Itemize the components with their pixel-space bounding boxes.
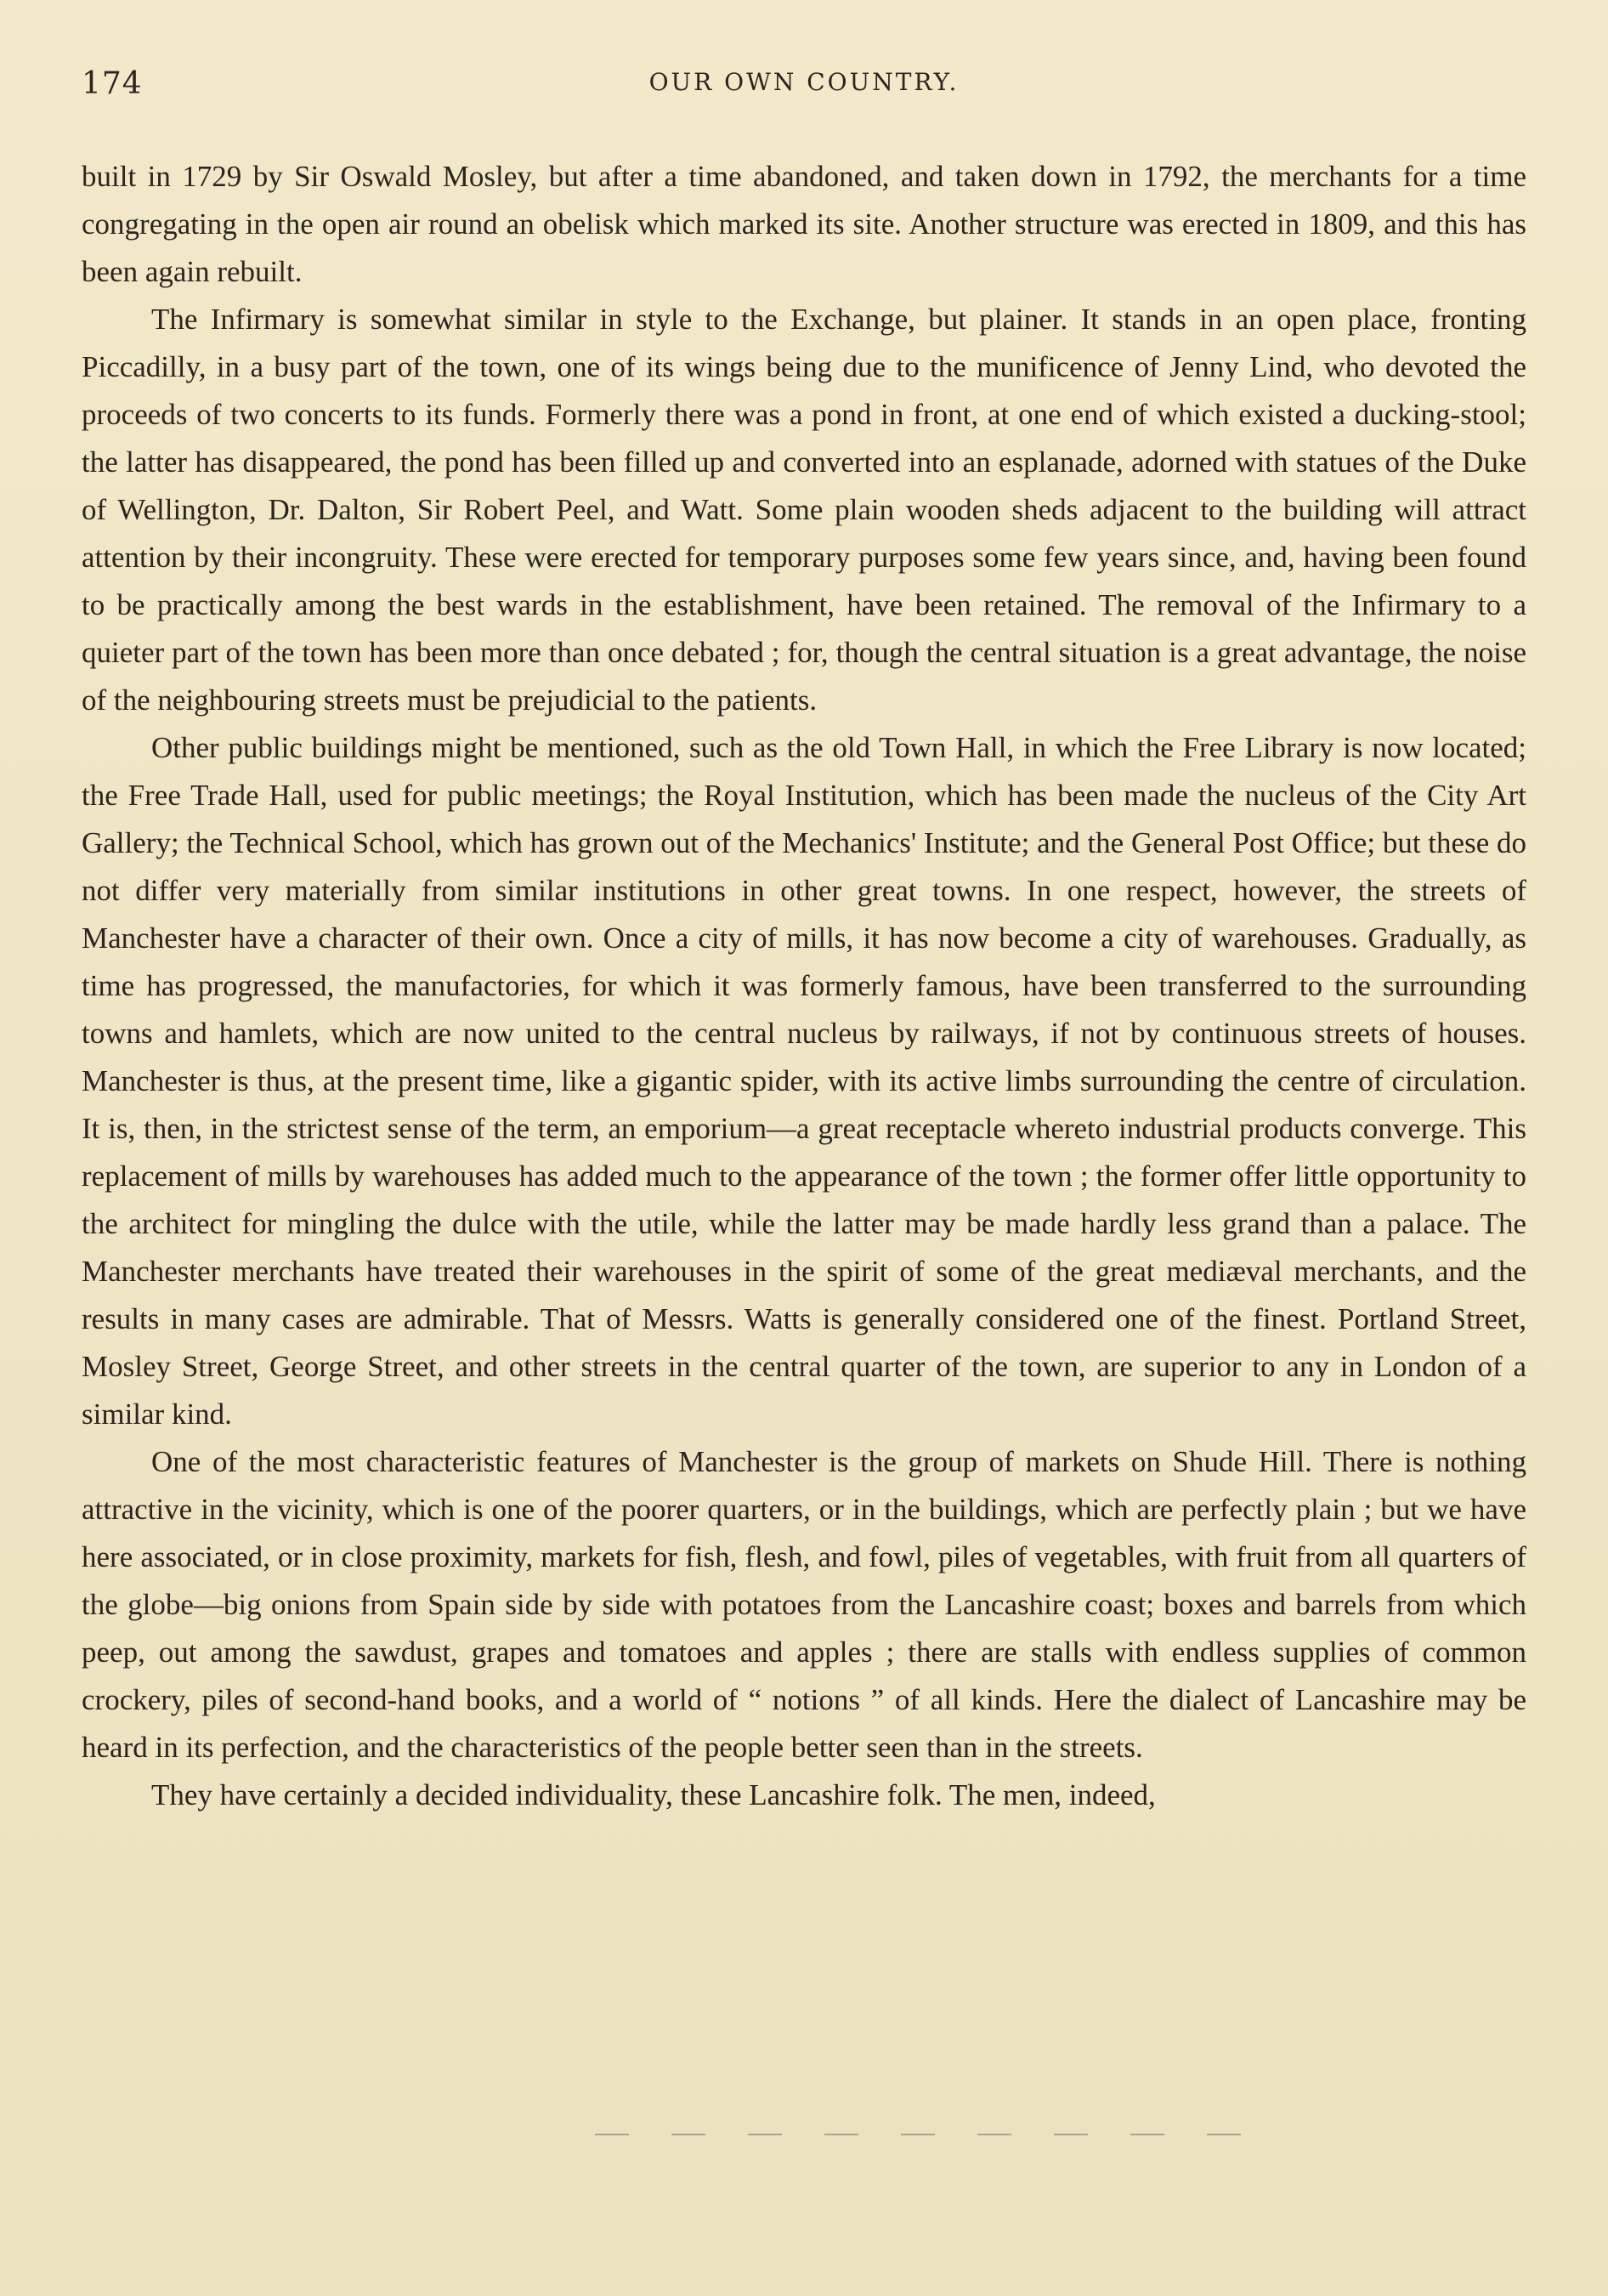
bottom-rule	[595, 2134, 1275, 2135]
page-number: 174	[82, 66, 143, 101]
page-header	[82, 66, 1526, 100]
running-title: OUR OWN COUNTRY.	[648, 68, 960, 96]
paragraph-3: Other public buildings might be mentioned, such as the old Town Hall, in which the Free Library is now located; the Free Trade Hall, used for public meetings; the Royal Institution, which has been made the nucleus of the City Art Gallery; the Technical School, which has grown out of the Mechanics' Institute; and the General Post Office; but these do not differ very materially from similar institutions in other great towns. In one respect, however, the streets of Manchester have a character of their own. Once a city of mills, it has now become a city of warehouses. Gradually, as time has progressed, the manufactories, for which it was formerly famous, have been transferred to the surrounding towns and hamlets, which are now united to the central nucleus by railways, if not by continuous streets of houses. Manchester is thus, at the present time, like a gigantic spider, with its active limbs surrounding the centre of circulation. It is, then, in the strictest sense of the term, an emporium—a great receptacle whereto industrial products converge. This replacement of mills by warehouses has added much to the appearance of the town ; the former offer little opportunity to the architect for mingling the dulce with the utile, while the latter may be made hardly less grand than a palace. The Manchester merchants have treated their warehouses in the spirit of some of the great mediæval merchants, and the results in many cases are admirable. That of Messrs. Watts is generally considered one of the finest. Portland Street, Mosley Street, George Street, and other streets in the central quarter of the town, are superior to any in London of a similar kind.	[82, 731, 1526, 1431]
paragraph-5: They have certainly a decided individuality, these Lancashire folk. The men, indeed,	[151, 1778, 1156, 1811]
paragraph-2: The Infirmary is somewhat similar in style to the Exchange, but plainer. It stands in an open place, fronting Piccadilly, in a busy part of the town, one of its wings being due to the munificence of Jenny Lind, who devoted the proceeds of two concerts to its funds. Formerly there was a pond in front, at one end of which existed a ducking-stool; the latter has disappeared, the pond has been filled up and converted into an esplanade, adorned with statues of the Duke of Wellington, Dr. Dalton, Sir Robert Peel, and Watt. Some plain wooden sheds adjacent to the building will attract attention by their incongruity. These were erected for temporary purposes some few years since, and, having been found to be practically among the best wards in the establishment, have been retained. The removal of the Infirmary to a quieter part of the town has been more than once debated ; for, though the central situation is a great advantage, the noise of the neighbouring streets must be prejudicial to the patients.	[82, 303, 1526, 717]
paragraph-4: One of the most characteristic features of Manchester is the group of markets on Shude Hill. There is nothing attractive in the vicinity, which is one of the poorer quarters, or in the buildings, which are perfectly plain ; but we have here associated, or in close proximity, markets for fish, flesh, and fowl, piles of vegetables, with fruit from all quarters of the globe—big onions from Spain side by side with potatoes from the Lancashire coast; boxes and barrels from which peep, out among the sawdust, grapes and tomatoes and apples ; there are stalls with endless supplies of common crockery, piles of second-hand books, and a world of “ notions ” of all kinds. Here the dialect of Lancashire may be heard in its perfection, and the characteristics of the people better seen than in the streets.	[82, 1445, 1526, 1764]
paragraph-1: built in 1729 by Sir Oswald Mosley, but after a time abandoned, and taken down in 1792, the merchants for a time congregating in the open air round an obelisk which marked its site. Another structure was erected in 1809, and this has been again rebuilt.	[82, 160, 1526, 288]
body-text	[82, 153, 1526, 1819]
